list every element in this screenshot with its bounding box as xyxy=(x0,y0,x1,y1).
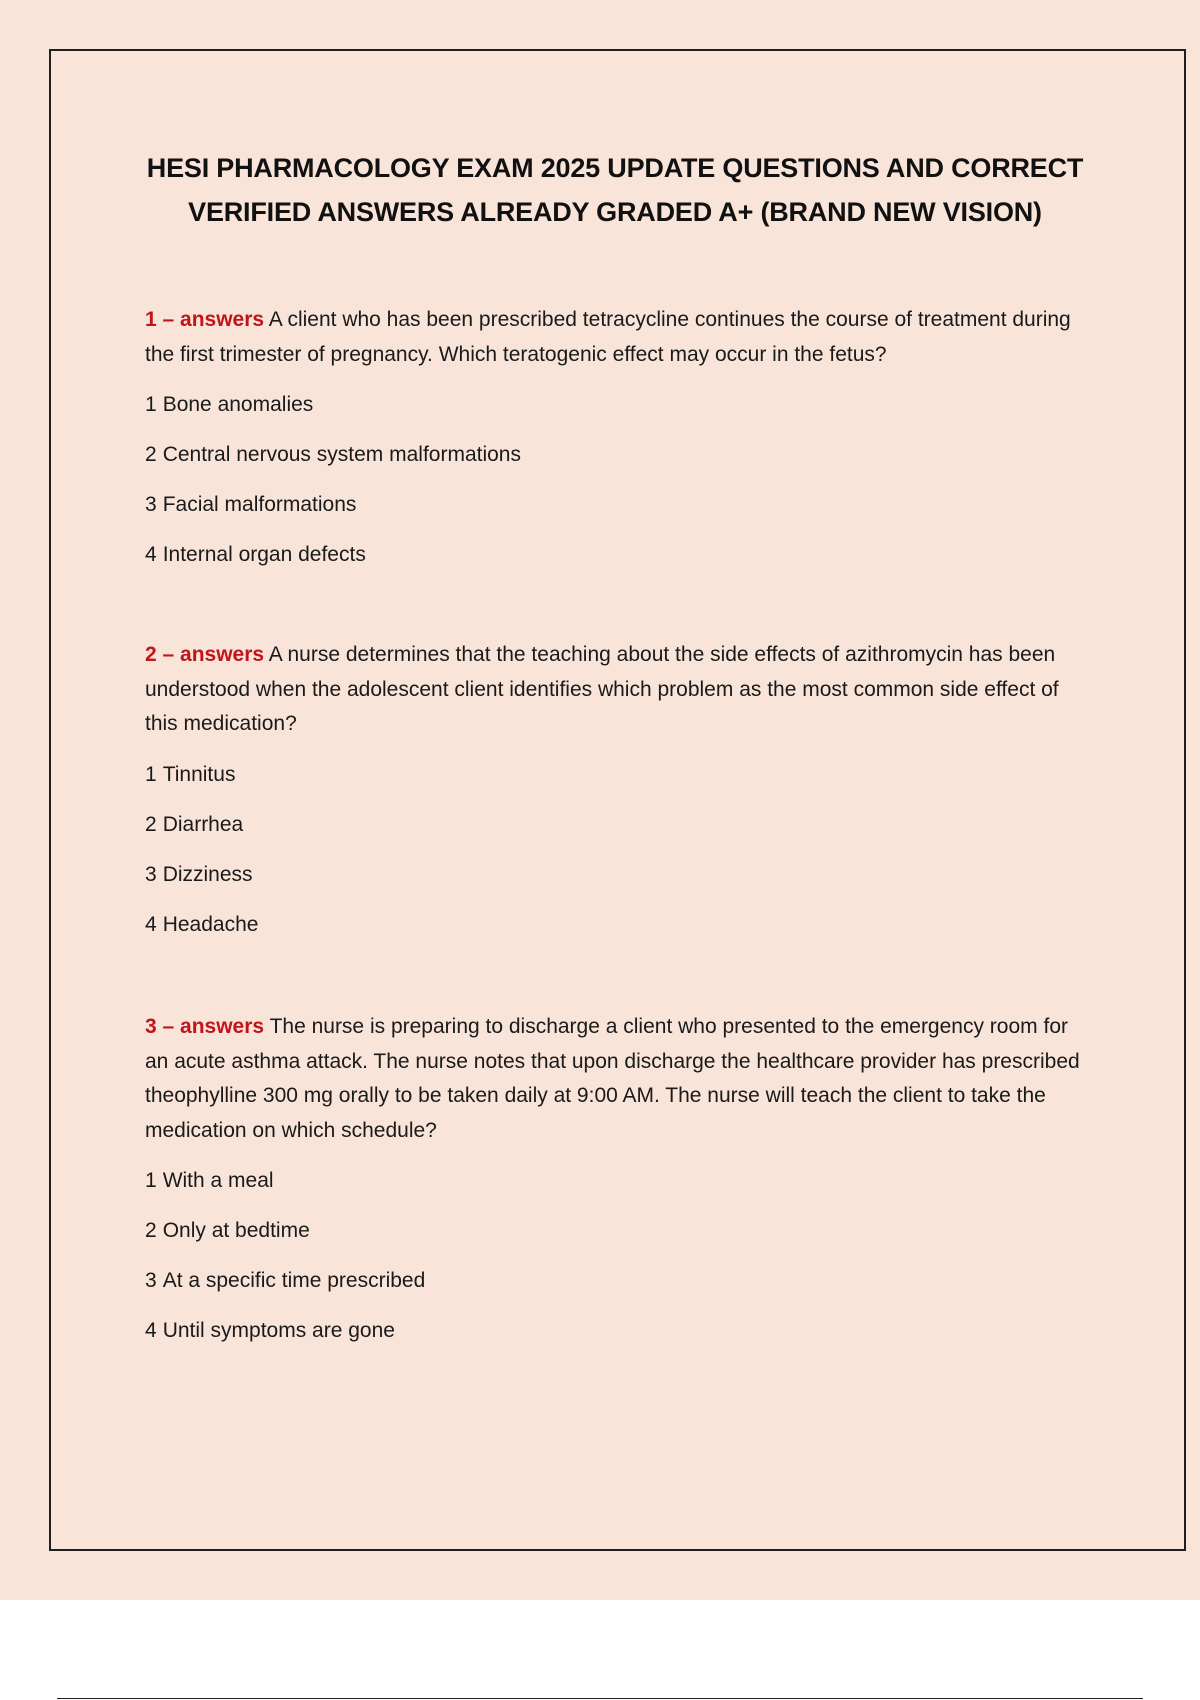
option-number: 2 xyxy=(145,812,157,836)
question-1 xyxy=(145,303,1090,572)
option-number: 4 xyxy=(145,543,157,566)
footer-divider xyxy=(57,1698,1143,1699)
answer-option xyxy=(145,808,1090,842)
question-stem xyxy=(145,1010,1090,1148)
document-title: HESI PHARMACOLOGY EXAM 2025 UPDATE QUESTIONS AND CORRECT VERIFIED ANSWERS ALREADY GRADED A+ (BRAND NEW VISION) xyxy=(146,153,1084,227)
question-stem xyxy=(145,303,1090,372)
option-number: 2 xyxy=(145,443,157,466)
option-number: 3 xyxy=(145,862,157,886)
option-number: 4 xyxy=(145,1319,157,1342)
question-2 xyxy=(145,638,1090,942)
option-text: Dizziness xyxy=(162,862,253,886)
option-text: Bone anomalies xyxy=(162,393,314,416)
option-text: Tinnitus xyxy=(162,762,236,786)
question-stem xyxy=(145,638,1090,742)
question-3 xyxy=(145,1010,1090,1348)
option-text: With a meal xyxy=(162,1169,274,1192)
option-text: Internal organ defects xyxy=(162,543,366,566)
option-text: Headache xyxy=(162,912,259,936)
option-number: 1 xyxy=(145,1169,157,1192)
option-text: At a specific time prescribed xyxy=(162,1269,426,1292)
answer-option xyxy=(145,758,1090,792)
answer-option xyxy=(145,488,1090,522)
option-number: 2 xyxy=(145,1219,157,1242)
option-number: 1 xyxy=(145,393,157,416)
answer-option xyxy=(145,388,1090,422)
answer-tag: 1 – answers xyxy=(145,308,265,331)
answer-option xyxy=(145,1314,1090,1348)
option-number: 4 xyxy=(145,912,157,936)
question-text: The nurse is preparing to discharge a client who presented to the emergency room for an acute asthma attack. The nurse notes that upon discharge the healthcare provider has prescribed theophylline 300 mg orally to be taken daily at 9:00 AM. The nurse will teach the client to take the medication on which schedule? xyxy=(145,1015,1080,1142)
question-text: A client who has been prescribed tetracycline continues the course of treatment during the first trimester of pregnancy. Which teratogenic effect may occur in the fetus? xyxy=(145,308,1071,366)
answer-option xyxy=(145,858,1090,892)
answer-tag: 3 – answers xyxy=(145,1015,265,1038)
option-text: Only at bedtime xyxy=(162,1219,310,1242)
option-text: Central nervous system malformations xyxy=(162,443,521,466)
option-text: Diarrhea xyxy=(162,812,244,836)
answer-option xyxy=(145,438,1090,472)
answer-option xyxy=(145,1264,1090,1298)
option-text: Facial malformations xyxy=(162,493,357,516)
option-number: 3 xyxy=(145,493,157,516)
answer-option xyxy=(145,908,1090,942)
option-number: 1 xyxy=(145,762,157,786)
option-text: Until symptoms are gone xyxy=(162,1319,395,1342)
option-number: 3 xyxy=(145,1269,157,1292)
question-text: A nurse determines that the teaching about the side effects of azithromycin has been understood when the adolescent client identifies which problem as the most common side effect of this medication? xyxy=(145,643,1059,735)
answer-option xyxy=(145,1214,1090,1248)
answer-option xyxy=(145,1164,1090,1198)
answer-option xyxy=(145,538,1090,572)
answer-tag: 2 – answers xyxy=(145,643,265,666)
